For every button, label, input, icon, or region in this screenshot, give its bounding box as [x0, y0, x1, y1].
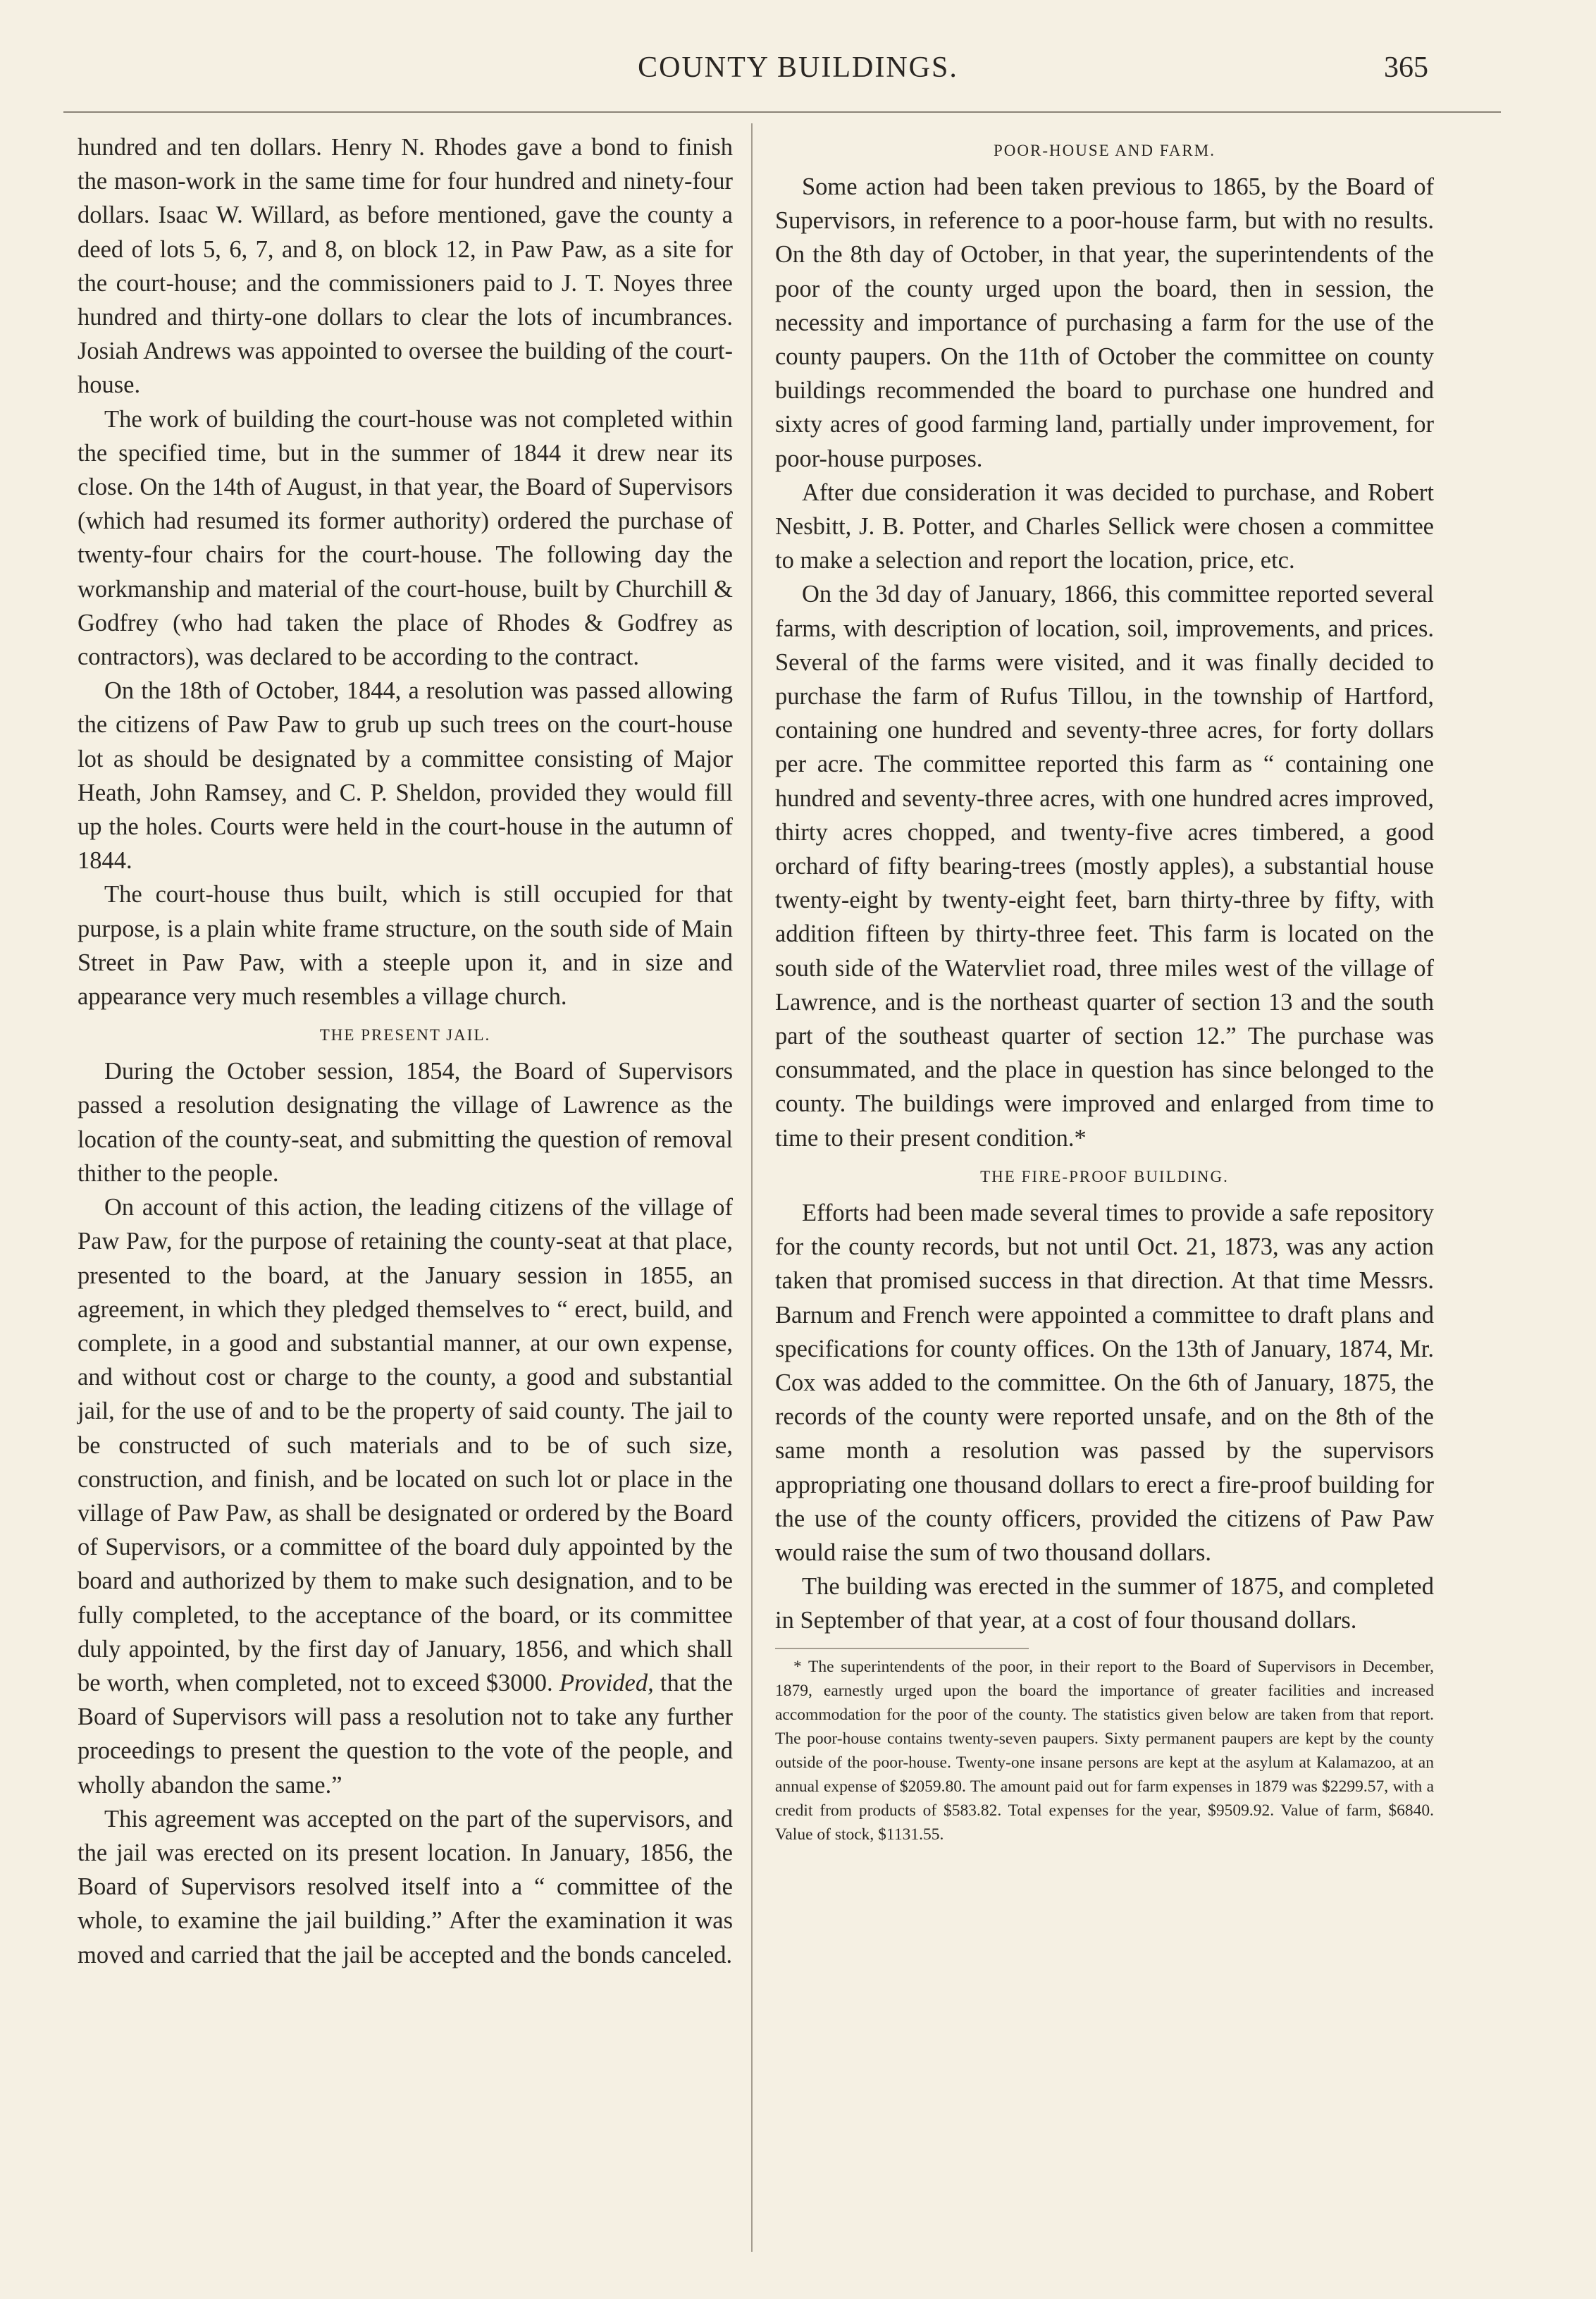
- paragraph: hundred and ten dollars. Henry N. Rhodes gave a bond to finish the mason-work in the same time for four hundred and ninety-four dollars. Isaac W. Willard, as before mentioned, gave the county a deed of lots 5, 6, 7, and 8, on block 12, in Paw Paw, as a site for the court-house; and the commissioners paid to J. T. Noyes three hundred and thirty-one dollars to clear the lots of incumbrances. Josiah Andrews was appointed to oversee the building of the court-house.: [78, 134, 733, 399]
- page-number: 365: [1384, 51, 1428, 84]
- running-title: COUNTY BUILDINGS.: [638, 51, 958, 84]
- agreement-proviso: Provided,: [559, 1669, 654, 1696]
- section-heading-fireproof: THE FIRE-PROOF BUILDING.: [980, 1167, 1229, 1185]
- paragraph: Efforts had been made several times to provide a safe repository for the county records, but not until Oct. 21, 1873, was any action taken that promised success in that direction. At that time Messrs. Barnum and French were appointed a committee to draft plans and specifications for county offices. On the 13th of January, 1874, Mr. Cox was added to the committee. On the 6th of January, 1875, the records of the county were reported unsafe, and on the 8th of the same month a resolution was passed by the supervisors appropriating one thousand dollars to erect a fire-proof building for the use of the county officers, provided the citizens of Paw Paw would raise the sum of two thousand dollars.: [775, 1199, 1434, 1566]
- header-rule: [63, 111, 1501, 113]
- left-column: [78, 130, 733, 1972]
- footnote-rule: [775, 1648, 1029, 1649]
- paragraph: On the 3d day of January, 1866, this committee reported several farms, with description of location, soil, improvements, and prices. Several of the farms were visited, and it was finally decided to purchase the farm of Rufus Tillou, in the township of Hartford, containing one hundred and seventy-three acres, for forty dollars per acre. The committee reported this farm as “ containing one hundred and seventy-three acres, with one hundred acres improved, thirty acres chopped, and twenty-five acres timbered, a good orchard of fifty bearing-trees (mostly apples), a substantial house twenty-eight by twenty-eight feet, barn thirty-three by fifty, with addition fifteen by thirty-three feet. This farm is located on the south side of the Watervliet road, three miles west of the village of Lawrence, and is the northeast quarter of section 13 and the south part of the southeast quarter of section 12.” The purchase was consummated, and the place in question has since belonged to the county. The buildings were improved and enlarged from time to time to their present condition.*: [775, 581, 1434, 1152]
- paragraph: The court-house thus built, which is still occupied for that purpose, is a plain white frame structure, on the south side of Main Street in Paw Paw, with a steeple upon it, and in size and appearance very much resembles a village church.: [78, 881, 733, 1011]
- paragraph-agreement: [78, 1190, 733, 1802]
- paragraph: Some action had been taken previous to 1865, by the Board of Supervisors, in reference to a poor-house farm, but with no results. On the 8th day of October, in that year, the superintendents of the poor of the county urged upon the board, then in session, the necessity and importance of purchasing a farm for the use of the county paupers. On the 11th of October the committee on county buildings recommended the board to purchase one hundred and sixty acres of good farming land, partially under improvement, for poor-house purposes.: [775, 173, 1434, 472]
- paragraph: The building was erected in the summer of 1875, and completed in September of that year, at a cost of four thousand dollars.: [775, 1573, 1434, 1634]
- agreement-text: On account of this action, the leading citizens of the village of Paw Paw, for the purpose of retaining the county-seat at that place, presented to the board, at the January session in 1855, an agreement, in which they pledged themselves to “ erect, build, and complete, in a good and substantial manner, at our own expense, and without cost or charge to the county, a good and substantial jail, for the use of and to be the property of said county. The jail to be constructed of such materials and to be of such size, construction, and finish, and be located on such lot or place in the village of Paw Paw, as shall be designated or ordered by the Board of Supervisors, or a committee of the board duly appointed by the board and authorized by them to make such designation, and to be fully completed, to the acceptance of the board, or its committee duly appointed, by the first day of January, 1856, and which shall be worth, when completed, not to exceed $3000.: [78, 1194, 733, 1696]
- paragraph: On the 18th of October, 1844, a resolution was passed allowing the citizens of Paw Paw to grub up such trees on the court-house lot as should be designated by a committee consisting of Major Heath, John Ramsey, and C. P. Sheldon, provided they would fill up the holes. Courts were held in the court-house in the autumn of 1844.: [78, 677, 733, 875]
- footnote: * The superintendents of the poor, in their report to the Board of Supervisors in December, 1879, earnestly urged upon the board the importance of greater facilities and increased accommodation for the poor of the county. The statistics given below are taken from that report. The poor-house contains twenty-seven paupers. Sixty permanent paupers are kept by the county outside of the poor-house. Twenty-one insane persons are kept at the asylum at Kalamazoo, at an annual expense of $2059.80. The amount paid out for farm expenses in 1879 was $2299.57, with a credit from products of $583.82. Total expenses for the year, $9509.92. Value of farm, $6840. Value of stock, $1131.55.: [775, 1657, 1434, 1844]
- page-header: [0, 51, 1596, 100]
- section-heading-jail: THE PRESENT JAIL.: [319, 1026, 491, 1044]
- paragraph: During the October session, 1854, the Board of Supervisors passed a resolution designating the village of Lawrence as the location of the county-seat, and submitting the question of removal thither to the people.: [78, 1058, 733, 1187]
- paragraph: After due consideration it was decided to purchase, and Robert Nesbitt, J. B. Potter, and Charles Sellick were chosen a committee to make a selection and report the location, price, etc.: [775, 479, 1434, 574]
- paragraph: The work of building the court-house was not completed within the specified time, but in the summer of 1844 it drew near its close. On the 14th of August, in that year, the Board of Supervisors (which had resumed its former authority) ordered the purchase of twenty-four chairs for the court-house. The following day the workmanship and material of the court-house, built by Churchill & Godfrey (who had taken the place of Rhodes & Godfrey as contractors), was declared to be according to the contract.: [78, 405, 733, 671]
- right-column: [775, 130, 1434, 1847]
- agreement-tail: that the Board of Supervisors will pass a resolution not to take any further proceedings to present the question to the vote of the people, and wholly abandon the same.”: [78, 1669, 733, 1799]
- column-divider: [751, 123, 753, 2252]
- section-heading-poorhouse: POOR-HOUSE AND FARM.: [994, 142, 1215, 159]
- paragraph: This agreement was accepted on the part of the supervisors, and the jail was erected on its present location. In January, 1856, the Board of Supervisors resolved itself into a “ committee of the whole, to examine the jail building.” After the examination it was moved and carried that the jail be accepted and the bonds canceled.: [78, 1805, 733, 1968]
